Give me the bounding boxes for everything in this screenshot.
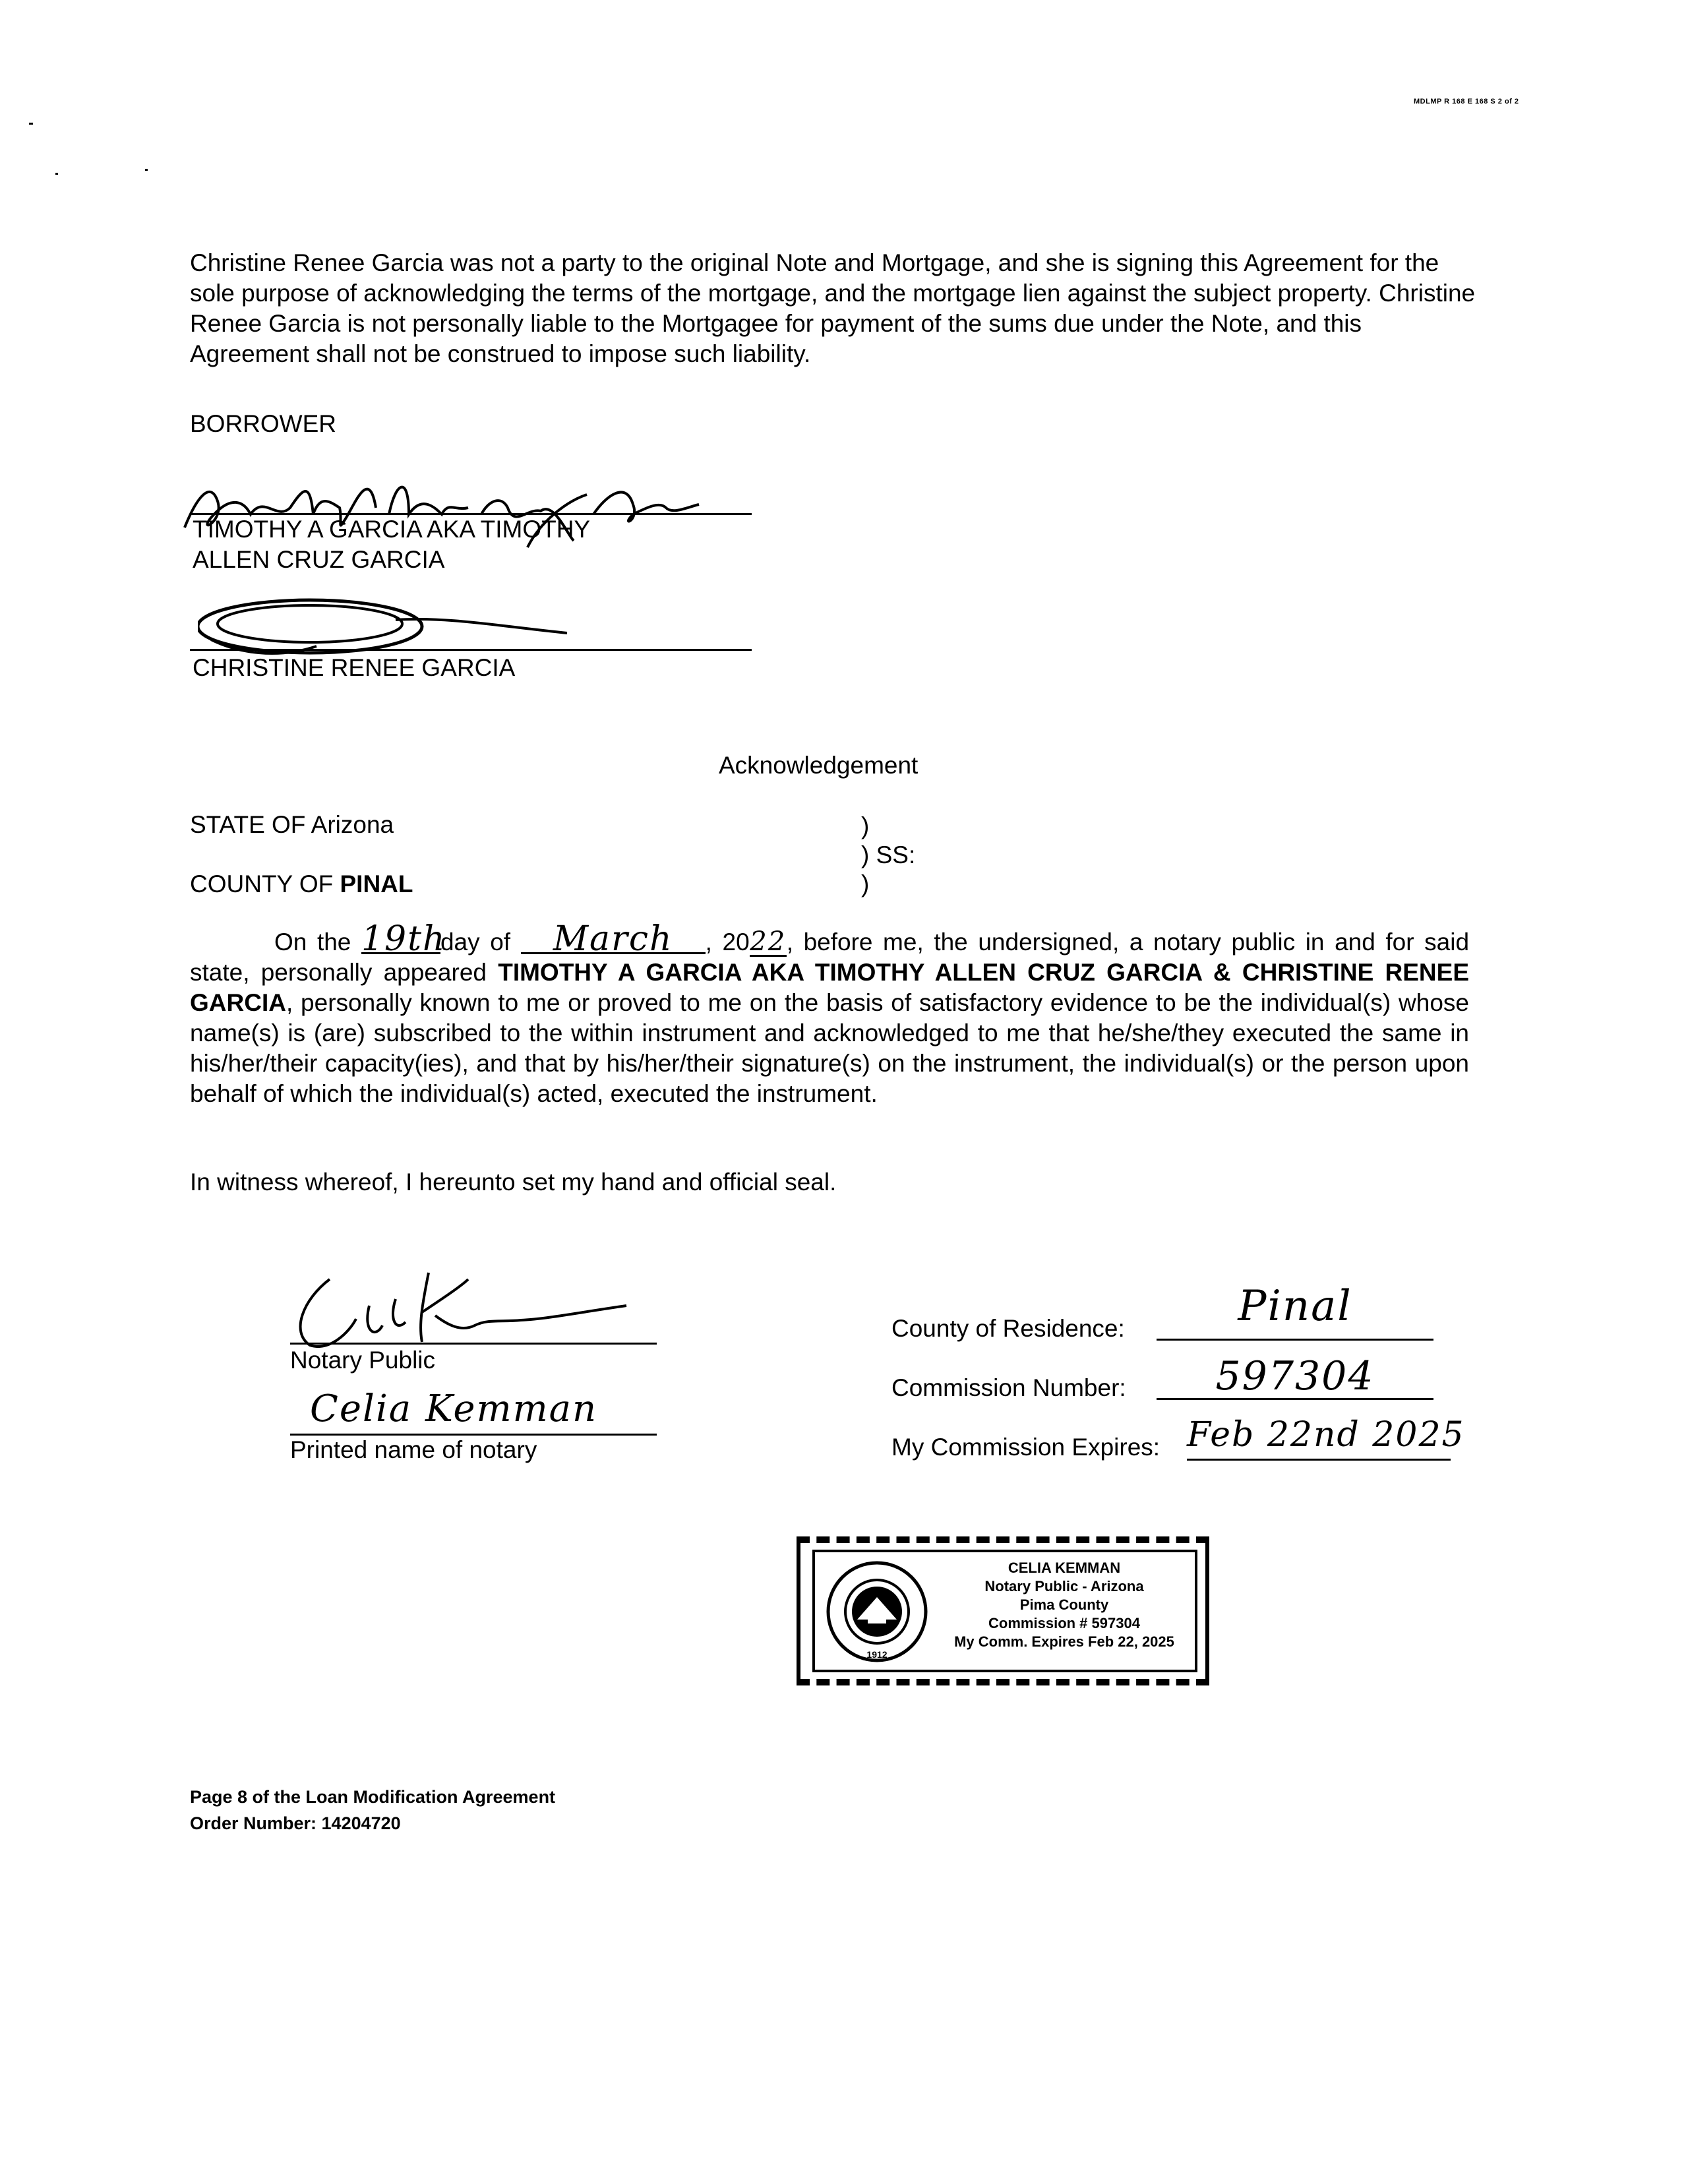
- commission-number-line: [1157, 1398, 1433, 1400]
- county-residence-label: County of Residence:: [891, 1315, 1125, 1342]
- stamp-line-4: Commission # 597304: [988, 1615, 1140, 1631]
- appeared-names: TIMOTHY A GARCIA AKA TIMOTHY ALLEN CRUZ GARCIA & CHRISTINE RENEE GARCIA: [190, 959, 1469, 1016]
- scan-speck: [55, 173, 58, 175]
- county-value: PINAL: [340, 870, 413, 897]
- commission-expires-line: [1187, 1459, 1451, 1461]
- stamp-line-3: Pima County: [1019, 1596, 1109, 1613]
- county-residence-value: Pinal: [1238, 1282, 1352, 1331]
- intro-paragraph: Christine Renee Garcia was not a party to the original Note and Mortgage, and she is signing this Agreement for the sole purpose of acknowledging the terms of the mortgage, and the mortgage lien against the subject property. Christine Renee Garcia is not personally liable to the Mortgagee for payment of the sums due under the Note, and this Agreement shall not be construed to impose such liability.: [190, 249, 1476, 367]
- stamp-line-2: Notary Public - Arizona: [984, 1578, 1144, 1594]
- footer-page-info: Page 8 of the Loan Modification Agreement: [190, 1787, 556, 1807]
- stamp-notary-name: CELIA KEMMAN: [1008, 1560, 1121, 1576]
- state-label: STATE OF Arizona: [190, 811, 394, 838]
- paren-ss: ) SS:: [861, 841, 916, 868]
- printed-name-label: Printed name of notary: [290, 1436, 537, 1463]
- paren-1: ): [861, 812, 870, 839]
- day-of-text: day of: [440, 928, 511, 956]
- borrower-heading: BORROWER: [190, 410, 336, 437]
- signature-line-2: [190, 649, 752, 651]
- notary-printed-name-handwritten: Celia Kemman: [310, 1387, 598, 1430]
- para-rest-2: , personally known to me or proved to me on the basis of satisfactory evidence to be the individual(s) whose name(s) is (are) subscribed to the within instrument and acknowledged to me that he/she/they executed the same in his/her/their capacity(ies), and that by his/her/their signature(s) on the instrument, the individual(s) or the person upon behalf of which the individual(s) acted, executed the instrument.: [190, 989, 1469, 1107]
- signer1-name-line1: TIMOTHY A GARCIA AKA TIMOTHY: [193, 516, 591, 543]
- commission-expires-label: My Commission Expires:: [891, 1434, 1160, 1461]
- notary-signature-line: [290, 1343, 657, 1345]
- acknowledgement-title: Acknowledgement: [719, 752, 919, 779]
- stamp-line-5: My Comm. Expires Feb 22, 2025: [954, 1633, 1174, 1650]
- signer1-name-line2: ALLEN CRUZ GARCIA: [193, 546, 445, 573]
- witness-statement: In witness whereof, I hereunto set my hand and official seal.: [190, 1168, 837, 1196]
- acknowledgement-paragraph: [190, 919, 1470, 1109]
- state-seal-icon: [824, 1559, 930, 1664]
- on-the-text: On the: [274, 928, 351, 956]
- form-code: MDLMP R 168 E 168 S 2 of 2: [1414, 98, 1519, 106]
- paren-3: ): [861, 870, 870, 897]
- commission-number-value: 597304: [1215, 1353, 1375, 1399]
- month-handwritten: March: [521, 926, 706, 954]
- para-rest-1: , before me, the undersigned, a notary public in and for said state, personally appeared: [190, 928, 1470, 986]
- commission-expires-value: Feb 22nd 2025: [1187, 1415, 1465, 1455]
- notary-public-label: Notary Public: [290, 1347, 436, 1374]
- seal-year: 1912: [866, 1649, 888, 1660]
- commission-number-label: Commission Number:: [891, 1374, 1126, 1401]
- county-label: COUNTY OF PINAL: [190, 870, 413, 897]
- signer2-name: CHRISTINE RENEE GARCIA: [193, 654, 516, 681]
- county-residence-line: [1157, 1339, 1433, 1341]
- year-prefix: , 20: [705, 928, 750, 956]
- scan-speck: [145, 169, 148, 171]
- day-handwritten: 19th: [361, 919, 446, 959]
- notary-stamp: [797, 1536, 1209, 1685]
- scan-speck: [29, 123, 33, 125]
- year-handwritten: 22: [750, 926, 787, 957]
- footer-order-number: Order Number: 14204720: [190, 1813, 401, 1833]
